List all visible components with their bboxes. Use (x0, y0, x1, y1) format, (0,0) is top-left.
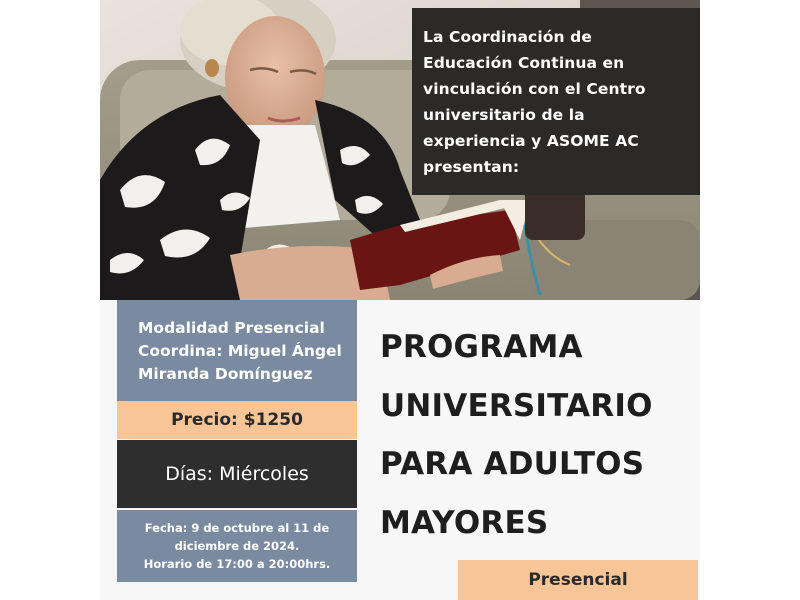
hero-photo (100, 0, 700, 300)
intro-box (412, 8, 700, 195)
days-text: Días: Miércoles (165, 463, 309, 485)
intro-text (423, 24, 690, 180)
modality-coordinator-box (117, 300, 357, 401)
intro-line: Educación Continua en (423, 54, 625, 72)
info-line: Modalidad Presencial (138, 319, 325, 337)
program-poster (100, 0, 700, 600)
dates-line: Horario de 17:00 a 20:00hrs. (143, 557, 331, 571)
intro-line: experiencia y ASOME AC (423, 132, 639, 150)
intro-line: vinculación con el Centro (423, 80, 646, 98)
intro-line: presentan: (423, 158, 520, 176)
price-box (117, 401, 357, 439)
title-line: MAYORES (380, 504, 549, 541)
dates-schedule-text (144, 519, 331, 573)
modality-coordinator-text (138, 317, 357, 386)
intro-line: universitario de la (423, 106, 585, 124)
modality-badge-text: Presencial (528, 570, 628, 590)
dates-line: Fecha: 9 de octubre al 11 de (144, 521, 330, 535)
title-line: PROGRAMA (380, 329, 583, 365)
dates-line: diciembre de 2024. (174, 539, 300, 553)
info-line: Coordina: Miguel Ángel (138, 342, 342, 360)
title-line: UNIVERSITARIO (380, 387, 653, 424)
price-text: Precio: $1250 (171, 410, 303, 430)
info-line: Miranda Domínguez (138, 365, 313, 383)
program-title (380, 318, 700, 552)
dates-schedule-box (117, 510, 357, 582)
days-box (117, 440, 357, 508)
intro-line: La Coordinación de (423, 28, 592, 46)
modality-badge (458, 560, 698, 600)
title-line: PARA ADULTOS (380, 446, 645, 482)
